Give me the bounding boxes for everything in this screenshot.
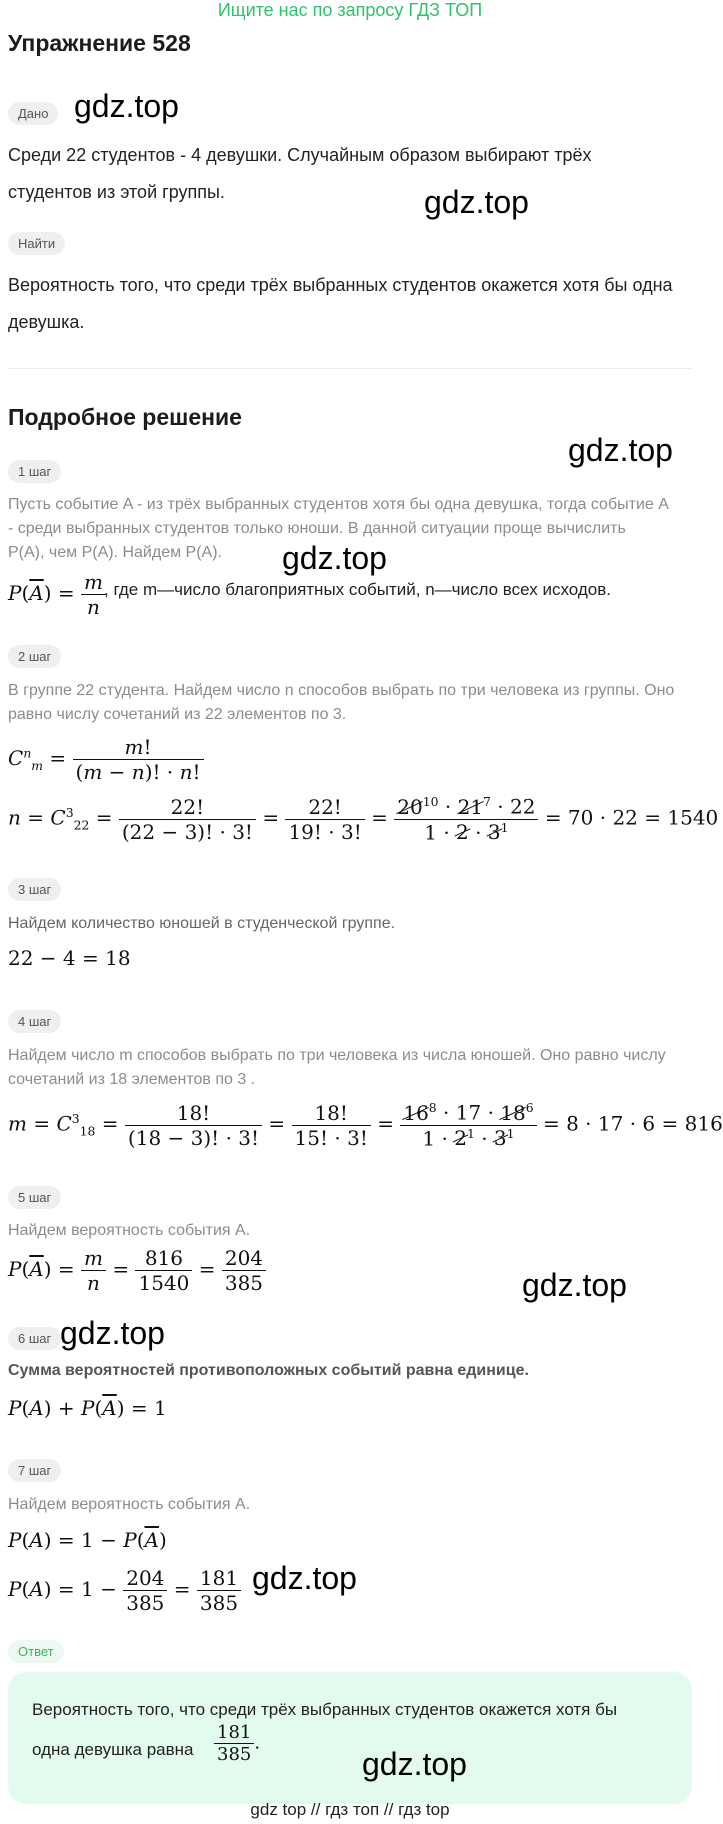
divider [8,368,692,369]
step-6-text: Сумма вероятностей противоположных событий равна единице. [8,1362,529,1379]
given-line-1: Среди 22 студентов - 4 девушки. Случайным образом выбирают трёх [8,145,592,165]
given-pill: Дано [8,102,58,125]
m-calculation: $m = C^3_{18}$ = $\frac{18!}{(18 - 3)! \cdot 3!}$ = $\frac{18!}{15! \cdot 3!}$ = $\frac{16^8 \cdot 17 \cdot 18^6}{1 \cdot 2^1 \cdot 3^1}$ = 8 · 17 · 6 = 816 [8,1100,723,1151]
watermark: gdz.top [362,1746,467,1782]
step-5-formula: $P(\overline{A})$ = $\frac{m}{n}$ = $\frac{816}{1540}$ = $\frac{204}{385}$ [8,1246,266,1295]
answer-fraction: $\frac{181}{385}$ . [214,1722,260,1765]
step-2-pill: 2 шаг [8,645,61,668]
step-1-text-2: - среди выбранных студентов только юноши. В данной ситуации проще вычислить [8,520,626,537]
step-3-equation: 22 − 4 = 18 [8,946,131,970]
step-1-pill: 1 шаг [8,460,61,483]
step-2-text-1: В группе 22 студента. Найдем число n способов выбрать по три человека из группы. Оно [8,682,675,699]
watermark: gdz.top [424,184,529,220]
step-1-formula: $P(\overline{A})$ = $\frac{m}{n}$ [8,570,106,619]
find-pill: Найти [8,232,65,255]
step-3-pill: 3 шаг [8,878,61,901]
answer-pill: Ответ [8,1640,64,1663]
step-5-text: Найдем вероятность события A. [8,1222,251,1239]
step-7-text: Найдем вероятность события A. [8,1496,251,1513]
step-2-text-2: равно числу сочетаний из 22 элементов по 3. [8,706,347,723]
step-1-text-3: P(A), чем P(A). Найдем P(A). [8,544,222,561]
answer-line-2: одна девушка равна [32,1740,194,1759]
page-title: Упражнение 528 [8,30,191,56]
step-7-pill: 7 шаг [8,1459,61,1482]
watermark: gdz.top [60,1315,165,1351]
step-1-text-1: Пусть событие A - из трёх выбранных студентов хотя бы одна девушка, тогда событие A [8,496,669,513]
answer-line-1: Вероятность того, что среди трёх выбранных студентов окажется хотя бы [32,1700,618,1719]
step-6-pill: 6 шаг [8,1327,61,1350]
top-banner[interactable]: Ищите нас по запросу ГДЗ ТОП [217,0,483,20]
step-4-text-1: Найдем число m способов выбрать по три человека из числа юношей. Оно равно числу [8,1047,666,1064]
m-result: = 8 · 17 · 6 = 816 [542,1111,723,1136]
n-calculation: $n = C^3_{22}$ = $\frac{22!}{(22 - 3)! \cdot 3!}$ = $\frac{22!}{19! \cdot 3!}$ = $\frac{20^{10} \cdot 21^7 \cdot 22}{1 \cdot 2 \cdot 3^1}$ = 70 · 22 = 1540 [8,794,719,845]
step-4-pill: 4 шаг [8,1010,61,1033]
watermark: gdz.top [282,540,387,576]
answer-box [8,1672,692,1804]
n-result: = 70 · 22 = 1540 [544,805,719,830]
step-7-formula-2: P(A) = 1 − $\frac{204}{385}$ = $\frac{181}{385}$ [8,1566,241,1615]
find-line-2: девушка. [8,312,85,332]
step-6-formula: $P(A) + P(\overline{A}) = 1$ [8,1396,167,1420]
find-line-1: Вероятность того, что среди трёх выбранных студентов окажется хотя бы одна [8,275,673,295]
step-7-formula-1: $P(A) = 1 - P(\overline{A})$ [8,1528,167,1552]
watermark: gdz.top [522,1267,627,1303]
step-4-text-2: сочетаний из 18 элементов по 3 . [8,1071,256,1088]
watermark: gdz.top [252,1560,357,1596]
step-5-pill: 5 шаг [8,1186,61,1209]
watermark: gdz.top [568,432,673,468]
solution-title: Подробное решение [8,404,242,430]
footer-links[interactable]: gdz top // гдз топ // гдз top [250,1800,450,1819]
given-line-2: студентов из этой группы. [8,182,225,202]
step-1-formula-text: , где m—число благоприятных событий, n—число всех исходов. [104,580,611,599]
watermark: gdz.top [74,88,179,124]
combination-formula: $C^n_m$ = $\frac{m!}{(m - n)! \cdot n!}$ [8,735,204,784]
step-3-text: Найдем количество юношей в студенческой группе. [8,915,396,932]
